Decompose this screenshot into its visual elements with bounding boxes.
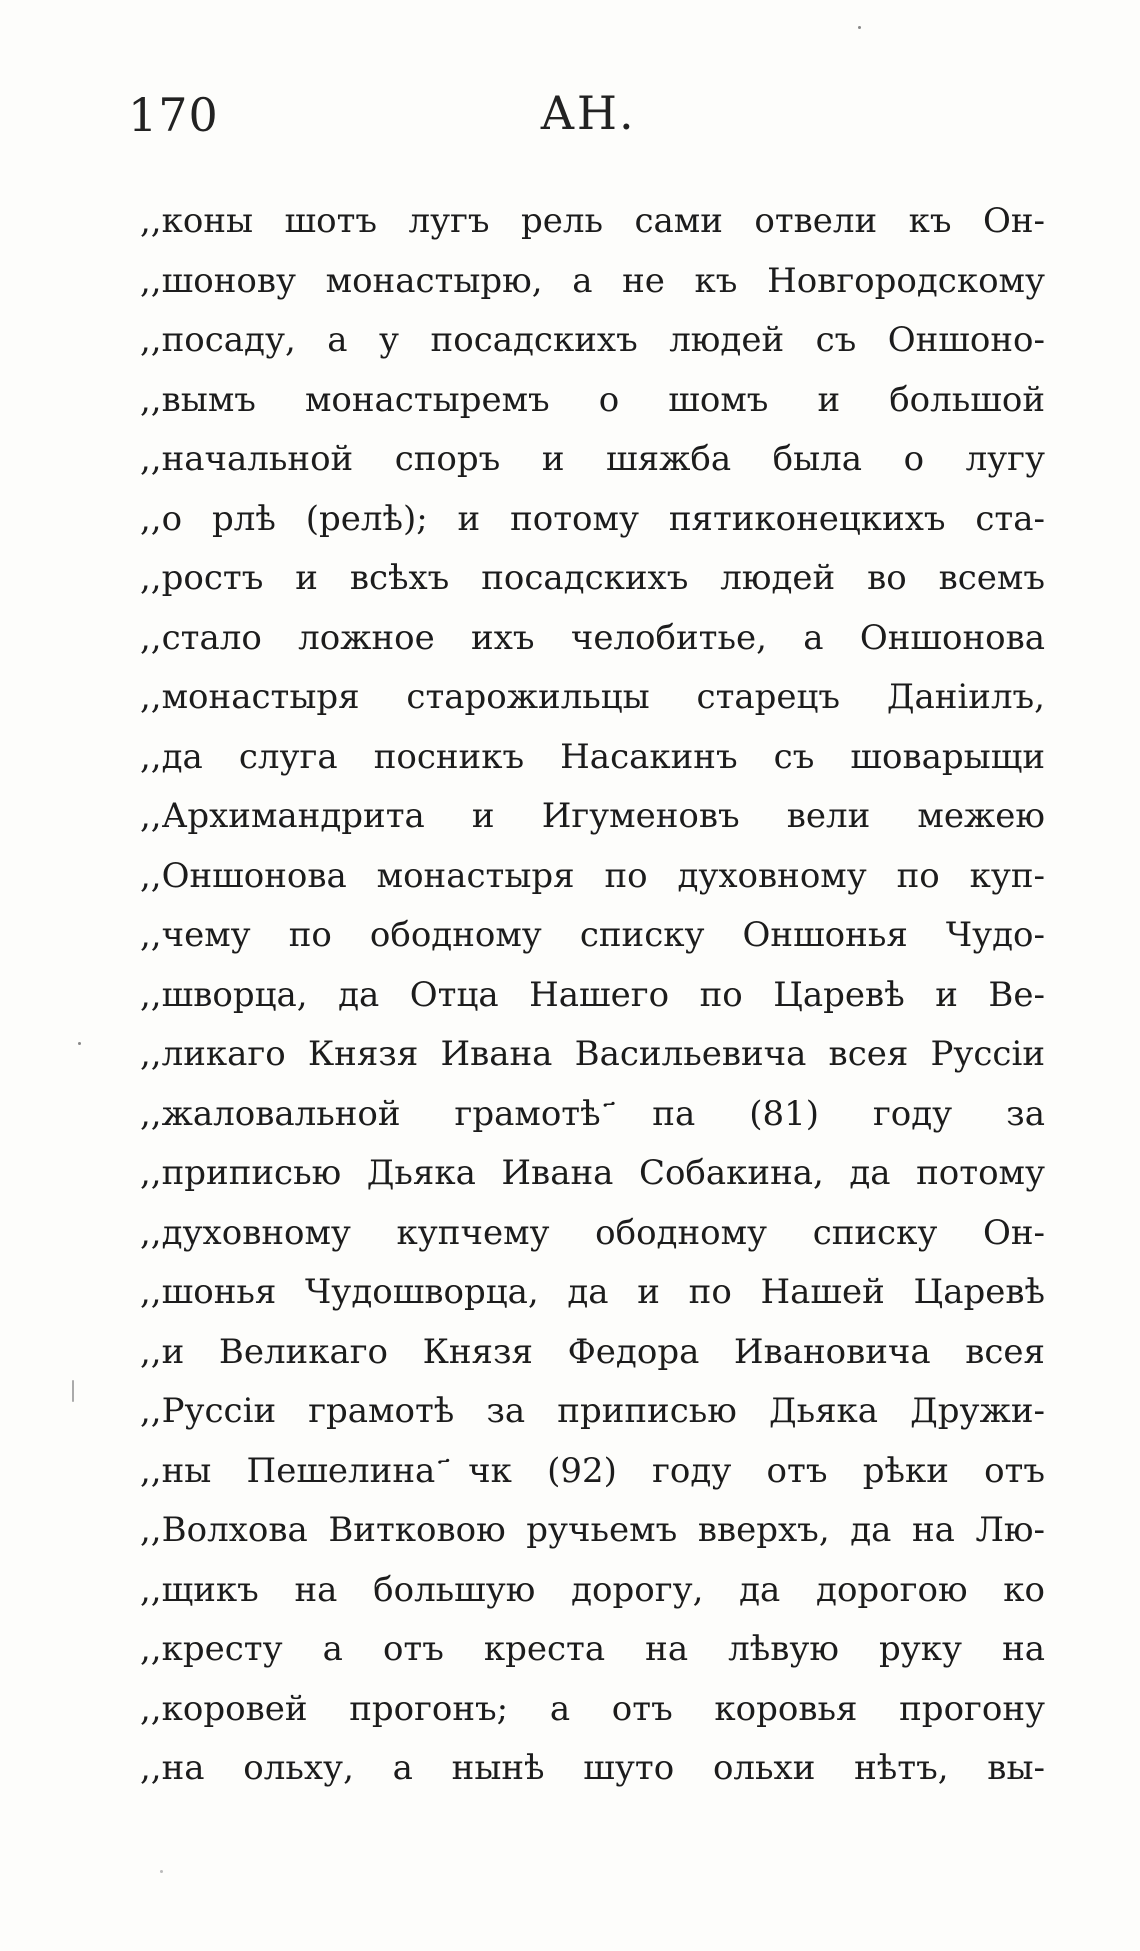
- text-line: ,,о рлѣ (релѣ); и потому пятиконецкихъ ста-: [140, 498, 1045, 539]
- text-line: ,,да слуга посникъ Насакинъ съ шоварыщи: [140, 736, 1045, 777]
- text-line: ,,Архимандрита и Игуменовъ вели межею: [140, 796, 1045, 836]
- text-line: ,,коровей прогонъ; а отъ коровья прогону: [140, 1688, 1045, 1729]
- text-line: ,,ликаго Князя Ивана Васильевича всея Руссіи: [140, 1034, 1045, 1074]
- body-text: [140, 192, 1045, 1799]
- text-line: ,,вымъ монастыремъ о шомъ и большой: [140, 379, 1045, 420]
- text-line: ,,начальной споръ и шяжба была о лугу: [140, 439, 1045, 479]
- scan-speck: [858, 26, 861, 29]
- text-line: ,,посаду, а у посадскихъ людей съ Оншоно-: [140, 320, 1045, 360]
- text-line: ,,шворца, да Отца Нашего по Царевѣ и Ве-: [140, 974, 1045, 1015]
- text-line: ,,монастыря старожильцы старецъ Даніилъ,: [140, 677, 1045, 717]
- text-line: ,,на ольху, а нынѣ шуто ольхи нѣтъ, вы-: [140, 1748, 1045, 1788]
- text-line: ,,и Великаго Князя Федора Ивановича всея: [140, 1331, 1045, 1372]
- text-line: ,,приписью Дьяка Ивана Собакина, да потому: [140, 1153, 1045, 1193]
- scan-speck: [72, 1380, 74, 1402]
- text-line: ,,шонову монастырю, а не къ Новгородскому: [140, 260, 1045, 301]
- text-line: ,,ны Пешелина ҃чк (92) году отъ рѣки отъ: [140, 1450, 1045, 1491]
- text-line: ,,Волхова Витковою ручьемъ вверхъ, да на Лю-: [140, 1510, 1045, 1550]
- text-line: ,,Оншонова монастыря по духовному по куп-: [140, 855, 1045, 896]
- text-line: ,,чему по ободному списку Оншонья Чудо-: [140, 915, 1045, 955]
- scan-speck: [78, 1042, 81, 1045]
- page-number: 170: [128, 88, 219, 142]
- text-line: ,,шонья Чудошворца, да и по Нашей Царевѣ: [140, 1272, 1045, 1312]
- text-line: ,,стало ложное ихъ челобитье, а Оншонова: [140, 617, 1045, 658]
- text-line: ,,щикъ на большую дорогу, да дорогою ко: [140, 1569, 1045, 1610]
- text-line: ,,жаловальной грамотѣ ҃па (81) году за: [140, 1093, 1045, 1134]
- text-line: ,,ростъ и всѣхъ посадскихъ людей во всемъ: [140, 558, 1045, 598]
- text-line: ,,Руссіи грамотѣ за приписью Дьяка Дружи-: [140, 1391, 1045, 1431]
- scan-speck: [160, 1870, 163, 1873]
- running-head: АН.: [540, 86, 636, 140]
- text-line: ,,коны шотъ лугъ рель сами отвели къ Он-: [140, 201, 1045, 241]
- text-line: ,,кресту а отъ креста на лѣвую руку на: [140, 1629, 1045, 1669]
- text-line: ,,духовному купчему ободному списку Он-: [140, 1212, 1045, 1253]
